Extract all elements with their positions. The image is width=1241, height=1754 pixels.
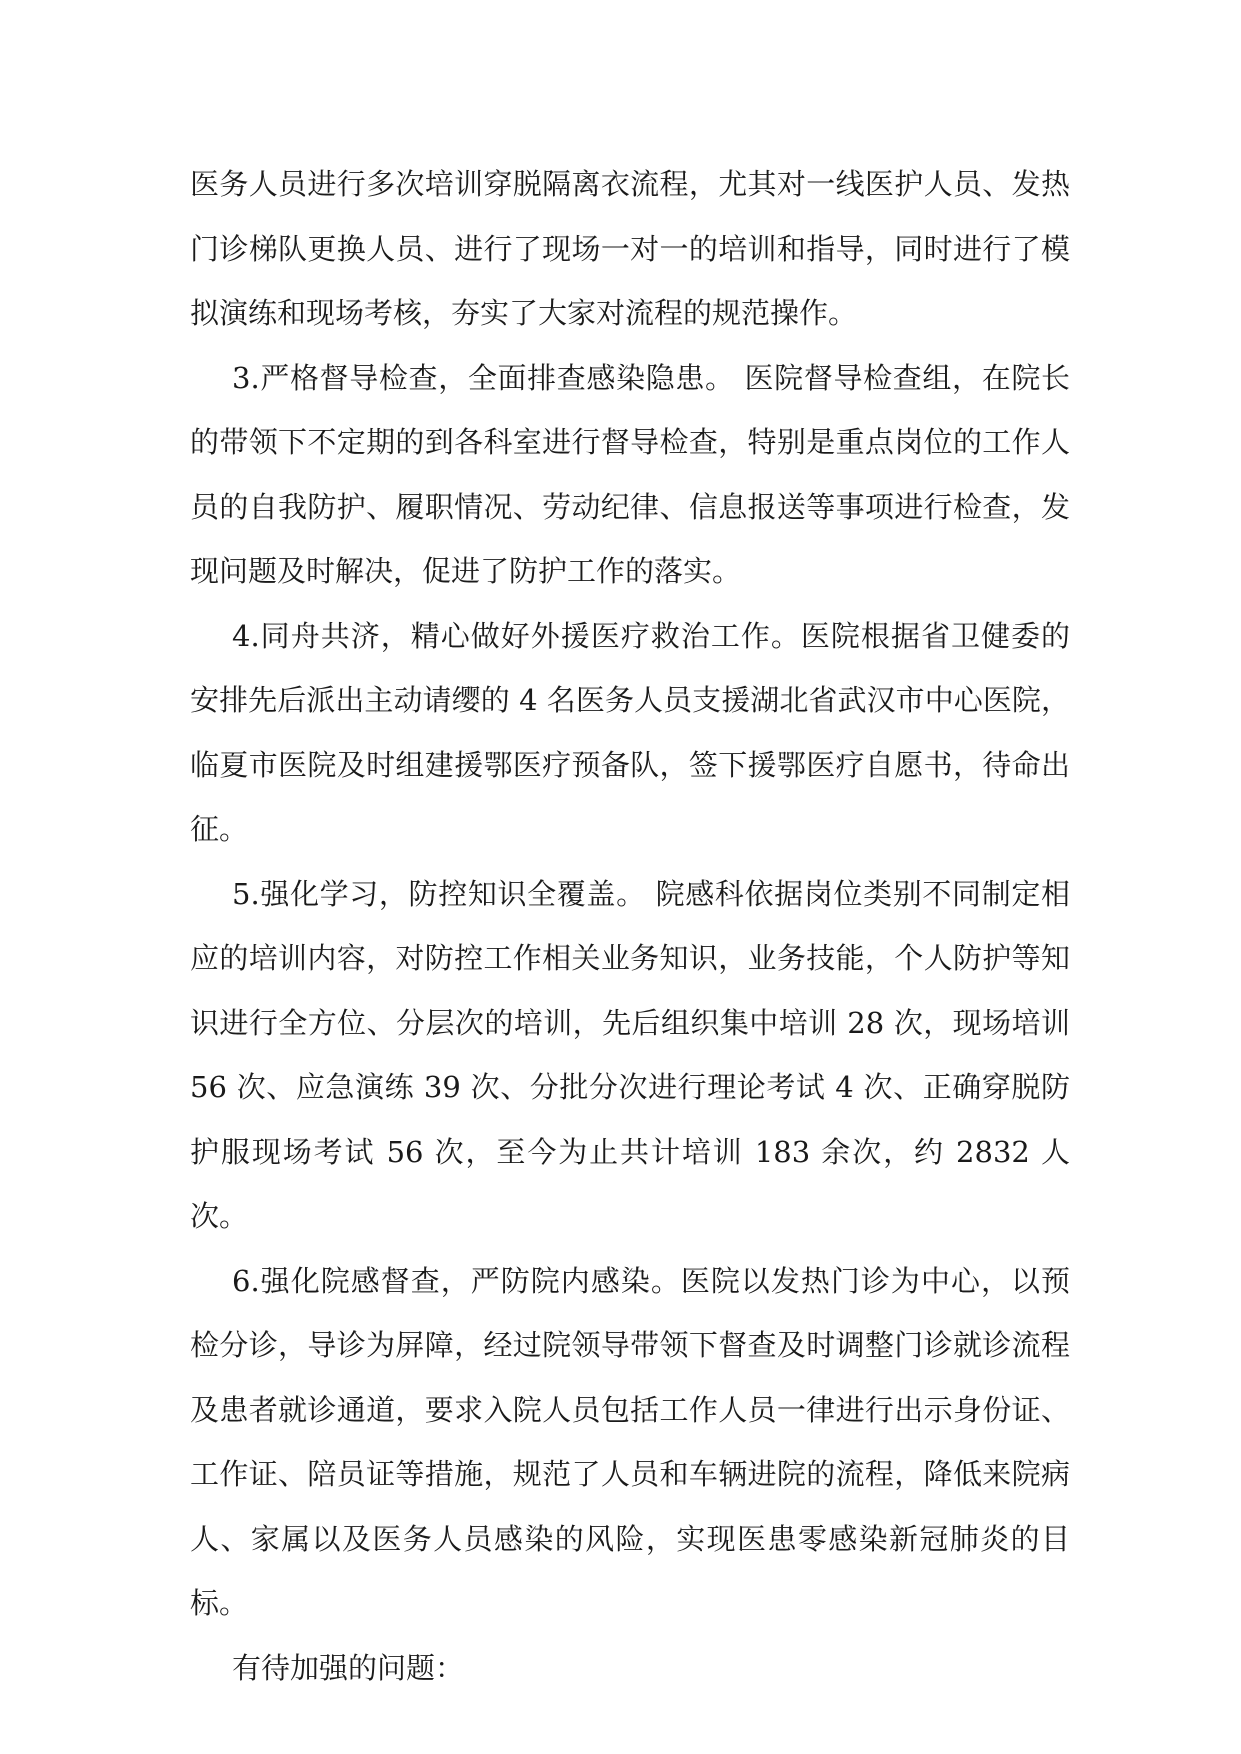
paragraph-item-3: 3.严格督导检查，全面排查感染隐患。 医院督导检查组，在院长的带领下不定期的到各科室进行督导检查，特别是重点岗位的工作人员的自我防护、履职情况、劳动纪律、信息报送等事项进行检查，发现问题及时解决，促进了防护工作的落实。 — [190, 360, 1070, 588]
paragraph-item-6: 6.强化院感督查，严防院内感染。医院以发热门诊为中心，以预检分诊，导诊为屏障，经过院领导带领下督查及时调整门诊就诊流程及患者就诊通道，要求入院人员包括工作人员一律进行出示身份证、工作证、陪员证等措施，规范了人员和车辆进院的流程，降低来院病人、家属以及医务人员感染的风险，实现医患零感染新冠肺炎的目标。 — [190, 1263, 1070, 1620]
section-heading-issues: 有待加强的问题： — [232, 1650, 465, 1685]
paragraph-continuation: 医务人员进行多次培训穿脱隔离衣流程，尤其对一线医护人员、发热门诊梯队更换人员、进行了现场一对一的培训和指导，同时进行了模拟演练和现场考核，夯实了大家对流程的规范操作。 — [190, 167, 1070, 330]
paragraph-item-5: 5.强化学习，防控知识全覆盖。 院感科依据岗位类别不同制定相应的培训内容，对防控工作相关业务知识，业务技能，个人防护等知识进行全方位、分层次的培训，先后组织集中培训 28 次，现场培训 56 次、应急演练 39 次、分批分次进行理论考试 4 次、正确穿脱防护服现场考试 56 次，至今为止共计培训 183 余次，约 2832 人次。 — [190, 876, 1070, 1233]
paragraph-item-4: 4.同舟共济，精心做好外援医疗救治工作。医院根据省卫健委的安排先后派出主动请缨的 4 名医务人员支援湖北省武汉市中心医院，临夏市医院及时组建援鄂医疗预备队，签下援鄂医疗自愿书，待命出征。 — [190, 618, 1070, 846]
document-body — [190, 152, 1070, 1700]
